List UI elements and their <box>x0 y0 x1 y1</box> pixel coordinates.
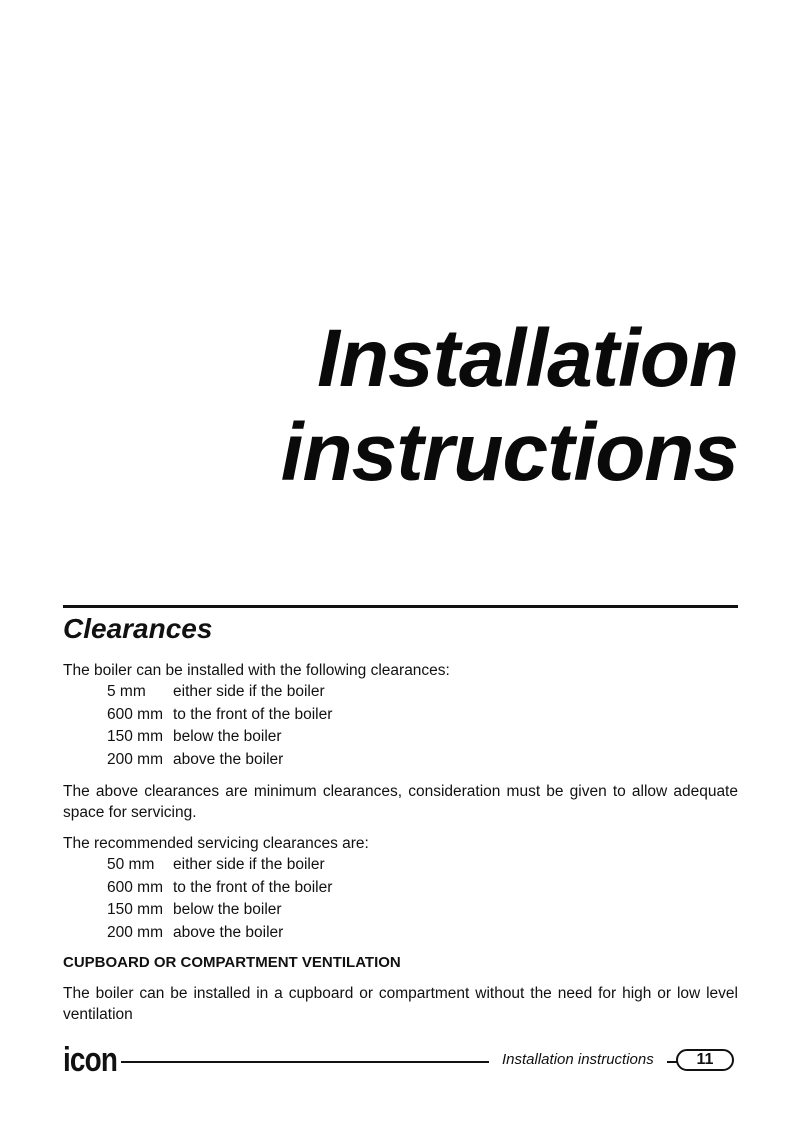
footer-section-label: Installation instructions <box>502 1051 654 1068</box>
ventilation-heading: CUPBOARD OR COMPARTMENT VENTILATION <box>63 954 401 971</box>
section-divider <box>63 605 738 608</box>
clearance-distance: 150 mm <box>107 728 163 745</box>
clearance-distance: 200 mm <box>107 923 163 941</box>
clearance-distance: 200 mm <box>107 750 163 768</box>
ventilation-text: The boiler can be installed in a cupboard or compartment without the need for high or low level ventilation <box>63 985 738 1023</box>
min-clearances-list <box>63 681 738 771</box>
clearance-description: below the boiler <box>173 901 282 918</box>
footer-rule <box>121 1061 489 1063</box>
servicing-intro-text: The recommended servicing clearances are: <box>63 835 369 852</box>
brand-logo: icon <box>63 1041 118 1079</box>
clearance-description: to the front of the boiler <box>173 878 333 896</box>
section-body <box>63 660 738 1025</box>
clearance-description: above the boiler <box>173 750 284 768</box>
clearance-description: to the front of the boiler <box>173 705 333 723</box>
clearance-description: above the boiler <box>173 923 284 941</box>
minimum-clearance-note: The above clearances are minimum clearances, consideration must be given to allow adequate space for servicing. <box>63 783 738 821</box>
page-number-badge: 11 <box>676 1049 734 1071</box>
clearance-description: below the boiler <box>173 728 282 745</box>
list-item <box>63 854 738 877</box>
list-item <box>63 726 738 749</box>
page-title-line-2: instructions <box>280 407 738 498</box>
clearance-distance: 600 mm <box>107 878 163 896</box>
clearance-distance: 600 mm <box>107 705 163 723</box>
list-item <box>63 877 738 900</box>
list-item <box>63 899 738 922</box>
list-item <box>63 704 738 727</box>
clearance-distance: 5 mm <box>107 683 146 700</box>
list-item <box>63 922 738 945</box>
clearance-description: either side if the boiler <box>173 683 325 700</box>
clearance-distance: 150 mm <box>107 901 163 918</box>
clearance-distance: 50 mm <box>107 856 155 873</box>
list-item <box>63 681 738 704</box>
servicing-clearances-list <box>63 854 738 944</box>
page-title-line-1: Installation <box>317 313 738 404</box>
list-item <box>63 749 738 772</box>
clearance-description: either side if the boiler <box>173 856 325 873</box>
intro-text: The boiler can be installed with the following clearances: <box>63 662 450 679</box>
section-heading: Clearances <box>63 613 213 644</box>
